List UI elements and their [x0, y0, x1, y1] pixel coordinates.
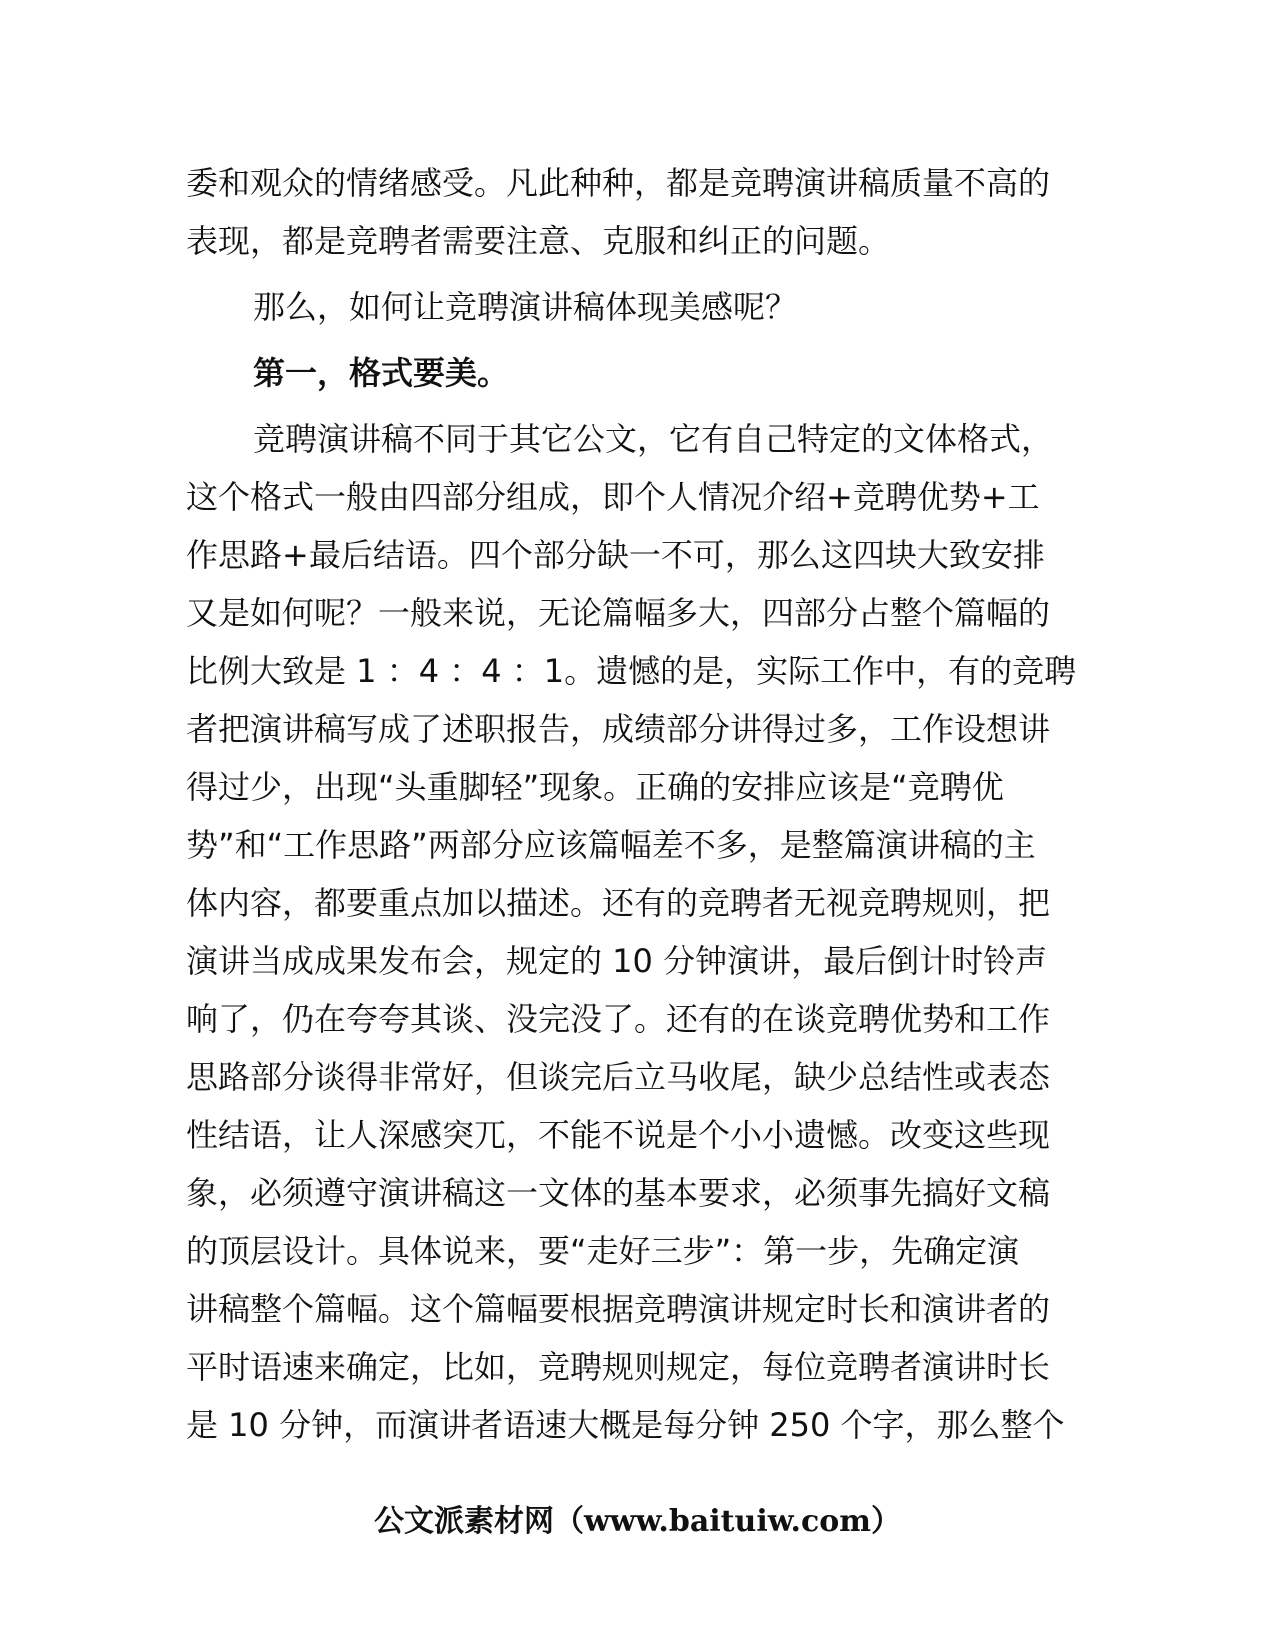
- paragraph-line: 委和观众的情绪感受。凡此种种，都是竞聘演讲稿质量不高的: [186, 164, 1051, 202]
- paragraph-line: 表现，都是竞聘者需要注意、克服和纠正的问题。: [186, 222, 891, 260]
- paragraph-line: 竞聘演讲稿不同于其它公文，它有自己特定的文体格式，: [253, 420, 1054, 458]
- paragraph-line: 者把演讲稿写成了述职报告，成绩部分讲得过多，工作设想讲: [186, 710, 1051, 748]
- paragraph-line: 的顶层设计。具体说来，要“走好三步”：第一步，先确定演: [186, 1232, 1020, 1270]
- paragraph-line: 势”和“工作思路”两部分应该篇幅差不多，是整篇演讲稿的主: [186, 826, 1036, 864]
- paragraph-line: 演讲当成成果发布会，规定的 10 分钟演讲，最后倒计时铃声: [186, 942, 1048, 980]
- section-heading: 第一，格式要美。: [253, 354, 510, 392]
- paragraph-line: 是 10 分钟，而演讲者语速大概是每分钟 250 个字，那么整个: [186, 1406, 1065, 1444]
- paragraph-line: 讲稿整个篇幅。这个篇幅要根据竞聘演讲规定时长和演讲者的: [186, 1290, 1051, 1328]
- question-line: 那么，如何让竞聘演讲稿体现美感呢？: [253, 288, 798, 326]
- paragraph-line: 作思路+最后结语。四个部分缺一不可，那么这四块大致安排: [186, 536, 1045, 574]
- paragraph-line: 比例大致是 1 ：4 ：4 ：1。遗憾的是，实际工作中，有的竞聘: [186, 652, 1077, 690]
- paragraph-line: 象，必须遵守演讲稿这一文体的基本要求，必须事先搞好文稿: [186, 1174, 1051, 1212]
- document-body: [186, 154, 1086, 1454]
- paragraph-line: 得过少，出现“头重脚轻”现象。正确的安排应该是“竞聘优: [186, 768, 1004, 806]
- paragraph-line: 这个格式一般由四部分组成，即个人情况介绍+竞聘优势+工: [186, 478, 1040, 516]
- paragraph-line: 又是如何呢？一般来说，无论篇幅多大，四部分占整个篇幅的: [186, 594, 1051, 632]
- paragraph-line: 思路部分谈得非常好，但谈完后立马收尾，缺少总结性或表态: [186, 1058, 1051, 1096]
- paragraph-line: 响了，仍在夸夸其谈、没完没了。还有的在谈竞聘优势和工作: [186, 1000, 1051, 1038]
- footer-watermark: 公文派素材网（www.baituiw.com）: [373, 1504, 902, 1539]
- paragraph-line: 性结语，让人深感突兀，不能不说是个小小遗憾。改变这些现: [186, 1116, 1051, 1154]
- paragraph-line: 体内容，都要重点加以描述。还有的竞聘者无视竞聘规则，把: [186, 884, 1051, 922]
- paragraph-line: 平时语速来确定，比如，竞聘规则规定，每位竞聘者演讲时长: [186, 1348, 1051, 1386]
